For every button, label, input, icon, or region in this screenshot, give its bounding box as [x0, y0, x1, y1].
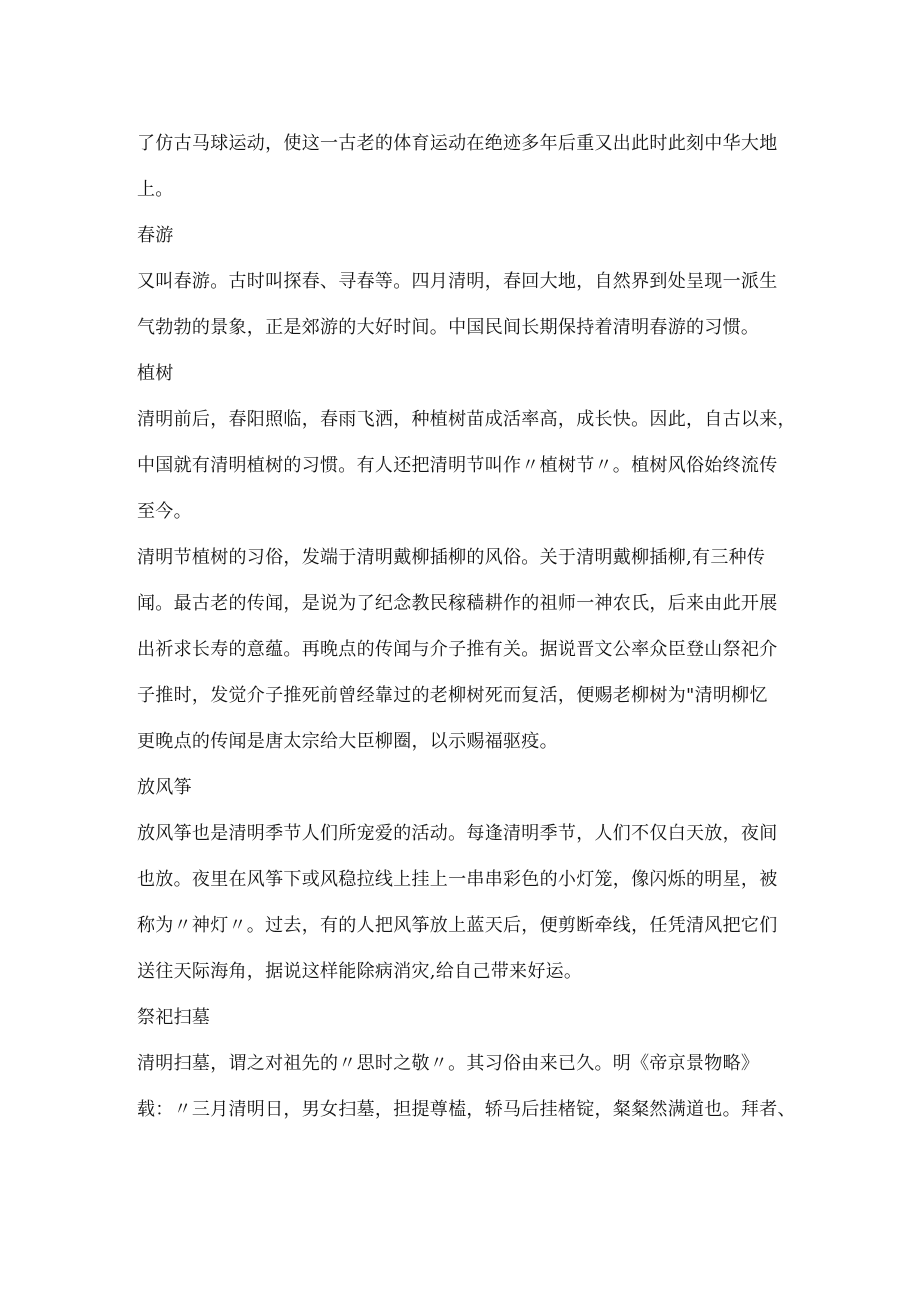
paragraph-line: 气勃勃的景象，正是郊游的大好时间。中国民间长期保持着清明春游的习惯。: [137, 317, 760, 338]
intro-line: 了仿古马球运动，使这一古老的体育运动在绝迹多年后重又出此时此刻中华大地: [137, 133, 778, 154]
paragraph-line: 更晚点的传闻是唐太宗给大臣柳圈，以示赐福驱疫。: [137, 731, 558, 752]
paragraph-line: 又叫春游。古时叫探春、寻春等。四月清明，春回大地，自然界到处呈现一派生: [137, 271, 778, 292]
document-body: [137, 121, 796, 1133]
section-heading-tomb-sweeping: 祭祀扫墓: [137, 1007, 211, 1028]
paragraph-line: 称为〃神灯〃。过去，有的人把风筝放上蓝天后，便剪断牵线，任凭清风把它们: [137, 915, 778, 936]
paragraph-line: 清明节植树的习俗，发端于清明戴柳插柳的风俗。关于清明戴柳插柳,有三种传: [137, 547, 766, 568]
paragraph-line: 清明前后，春阳照临，春雨飞洒，种植树苗成活率高，成长快。因此，自古以来，: [137, 409, 796, 430]
paragraph-line: 送往天际海角，据说这样能除病消灾,给自己带来好运。: [137, 961, 583, 982]
paragraph-line: 载：〃三月清明日，男女扫墓，担提尊榼，轿马后挂楮锭，粲粲然满道也。拜者、: [137, 1099, 796, 1120]
paragraph-line: 中国就有清明植树的习惯。有人还把清明节叫作〃植树节〃。植树风俗始终流传: [137, 455, 778, 476]
paragraph-line: 放风筝也是清明季节人们所宠爱的活动。每逢清明季节，人们不仅白天放，夜间: [137, 823, 778, 844]
paragraph-line: 闻。最古老的传闻，是说为了纪念教民稼穑耕作的祖师一神农氏，后来由此开展: [137, 593, 778, 614]
paragraph-line: 也放。夜里在风筝下或风稳拉线上挂上一串串彩色的小灯笼，像闪烁的明星，被: [137, 869, 778, 890]
paragraph-line: 清明扫墓，谓之对祖先的〃思时之敬〃。其习俗由来已久。明《帝京景物略》: [137, 1053, 760, 1074]
section-heading-spring-outing: 春游: [137, 225, 174, 246]
paragraph-line: 至今。: [137, 501, 192, 522]
section-heading-kite-flying: 放风筝: [137, 777, 192, 798]
paragraph-line: 出祈求长寿的意蕴。再晚点的传闻与介子推有关。据说晋文公率众臣登山祭祀介: [137, 639, 778, 660]
intro-line: 上。: [137, 179, 174, 200]
paragraph-line: 子推时，发觉介子推死前曾经靠过的老柳树死而复活，便赐老柳树为"清明柳忆: [137, 685, 768, 706]
section-heading-tree-planting: 植树: [137, 363, 174, 384]
